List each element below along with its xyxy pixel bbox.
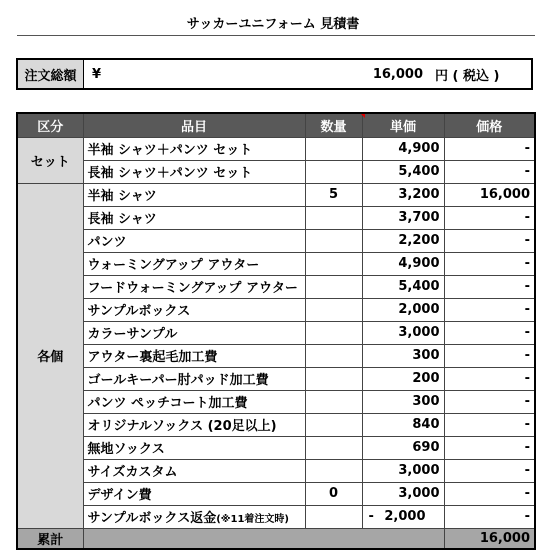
price-cell: - — [444, 459, 535, 482]
unit-price-cell: 840 — [362, 413, 444, 436]
price-cell: - — [444, 390, 535, 413]
unit-price-cell: 2,000 — [362, 298, 444, 321]
item-name-cell: 無地ソックス — [83, 436, 305, 459]
price-cell: - — [444, 436, 535, 459]
unit-price-cell: 200 — [362, 367, 444, 390]
unit-price-cell: 2,200 — [362, 229, 444, 252]
price-cell: - — [444, 367, 535, 390]
unit-price-cell: 3,000 — [362, 321, 444, 344]
quantity-cell[interactable] — [305, 390, 362, 413]
price-cell: - — [444, 206, 535, 229]
quantity-cell[interactable] — [305, 252, 362, 275]
order-total-label: 注文総額 — [18, 60, 84, 88]
table-row — [17, 183, 535, 206]
quantity-cell[interactable] — [305, 298, 362, 321]
header-category: 区分 — [17, 113, 83, 137]
item-name-cell: カラーサンプル — [83, 321, 305, 344]
total-price: 16,000 — [444, 528, 535, 549]
item-name-cell: サイズカスタム — [83, 459, 305, 482]
item-name-cell: フードウォーミングアップ アウター — [83, 275, 305, 298]
quantity-cell[interactable] — [305, 413, 362, 436]
price-cell: - — [444, 321, 535, 344]
table-row — [17, 137, 535, 160]
price-cell: - — [444, 505, 535, 528]
quantity-cell[interactable]: 5 — [305, 183, 362, 206]
price-cell: - — [444, 344, 535, 367]
title-underline — [17, 35, 535, 36]
price-cell: 16,000 — [444, 183, 535, 206]
header-item: 品目 — [83, 113, 305, 137]
header-unit-price: 単価 — [362, 113, 444, 137]
total-spacer — [83, 528, 444, 549]
unit-price-cell: 5,400 — [362, 160, 444, 183]
unit-price-cell: 5,400 — [362, 275, 444, 298]
item-name: サンプルボックス返金 — [87, 511, 217, 526]
table-row — [17, 505, 535, 528]
unit-price-cell: 690 — [362, 436, 444, 459]
table-row — [17, 321, 535, 344]
price-cell: - — [444, 482, 535, 505]
quantity-cell[interactable] — [305, 459, 362, 482]
table-row — [17, 298, 535, 321]
table-header-row — [17, 113, 535, 137]
unit-price-cell: 4,900 — [362, 137, 444, 160]
unit-price-cell: 3,000 — [362, 482, 444, 505]
item-name-cell: 長袖 シャツ＋パンツ セット — [83, 160, 305, 183]
comment-indicator — [361, 114, 365, 118]
quantity-cell[interactable] — [305, 229, 362, 252]
table-row — [17, 206, 535, 229]
table-row — [17, 229, 535, 252]
table-row — [17, 252, 535, 275]
quantity-cell[interactable] — [305, 160, 362, 183]
currency-symbol: ¥ — [92, 66, 102, 82]
unit-price-cell: 4,900 — [362, 252, 444, 275]
item-name-cell: デザイン費 — [83, 482, 305, 505]
table-row — [17, 436, 535, 459]
price-cell: - — [444, 413, 535, 436]
price-cell: - — [444, 298, 535, 321]
total-row — [17, 528, 535, 549]
table-row — [17, 390, 535, 413]
quantity-cell[interactable] — [305, 505, 362, 528]
table-row — [17, 367, 535, 390]
item-name-cell: ウォーミングアップ アウター — [83, 252, 305, 275]
item-name-cell — [83, 505, 305, 528]
order-total-box — [16, 58, 533, 90]
table-row — [17, 413, 535, 436]
item-note: (※11着注文時) — [216, 514, 289, 525]
quantity-cell[interactable] — [305, 206, 362, 229]
unit-price-cell: 3,000 — [362, 459, 444, 482]
total-label: 累計 — [17, 528, 83, 549]
price-cell: - — [444, 229, 535, 252]
negative-sign: - — [368, 509, 374, 524]
unit-price-value: 2,000 — [384, 509, 426, 524]
table-body — [17, 137, 535, 549]
item-name-cell: オリジナルソックス (20足以上) — [83, 413, 305, 436]
quantity-cell[interactable] — [305, 321, 362, 344]
item-name-cell: 長袖 シャツ — [83, 206, 305, 229]
unit-price-cell — [362, 505, 444, 528]
price-cell: - — [444, 252, 535, 275]
unit-price-cell: 3,200 — [362, 183, 444, 206]
unit-price-cell: 300 — [362, 344, 444, 367]
category-cell: セット — [17, 137, 83, 183]
price-cell: - — [444, 275, 535, 298]
quantity-cell[interactable] — [305, 436, 362, 459]
table-row — [17, 275, 535, 298]
item-name-cell: 半袖 シャツ＋パンツ セット — [83, 137, 305, 160]
price-cell: - — [444, 137, 535, 160]
table-row — [17, 344, 535, 367]
quantity-cell[interactable] — [305, 275, 362, 298]
item-name-cell: パンツ — [83, 229, 305, 252]
quantity-cell[interactable]: 0 — [305, 482, 362, 505]
item-name-cell: 半袖 シャツ — [83, 183, 305, 206]
table-row — [17, 459, 535, 482]
order-total-amount: 16,000 — [372, 66, 423, 82]
item-name-cell: アウター裏起毛加工費 — [83, 344, 305, 367]
quantity-cell[interactable] — [305, 344, 362, 367]
table-row — [17, 482, 535, 505]
tax-included-label: 円 ( 税込 ) — [435, 68, 500, 84]
estimate-table — [16, 112, 536, 550]
price-cell: - — [444, 160, 535, 183]
item-name-cell: サンプルボックス — [83, 298, 305, 321]
item-name-cell: ゴールキーパー肘パッド加工費 — [83, 367, 305, 390]
quantity-cell[interactable] — [305, 367, 362, 390]
header-quantity: 数量 — [305, 113, 362, 137]
quantity-cell[interactable] — [305, 137, 362, 160]
unit-price-cell: 300 — [362, 390, 444, 413]
header-price: 価格 — [444, 113, 535, 137]
unit-price-cell: 3,700 — [362, 206, 444, 229]
item-name-cell: パンツ ペッチコート加工費 — [83, 390, 305, 413]
page-title: サッカーユニフォーム 見積書 — [186, 17, 360, 32]
category-cell: 各個 — [17, 183, 83, 528]
table-row — [17, 160, 535, 183]
